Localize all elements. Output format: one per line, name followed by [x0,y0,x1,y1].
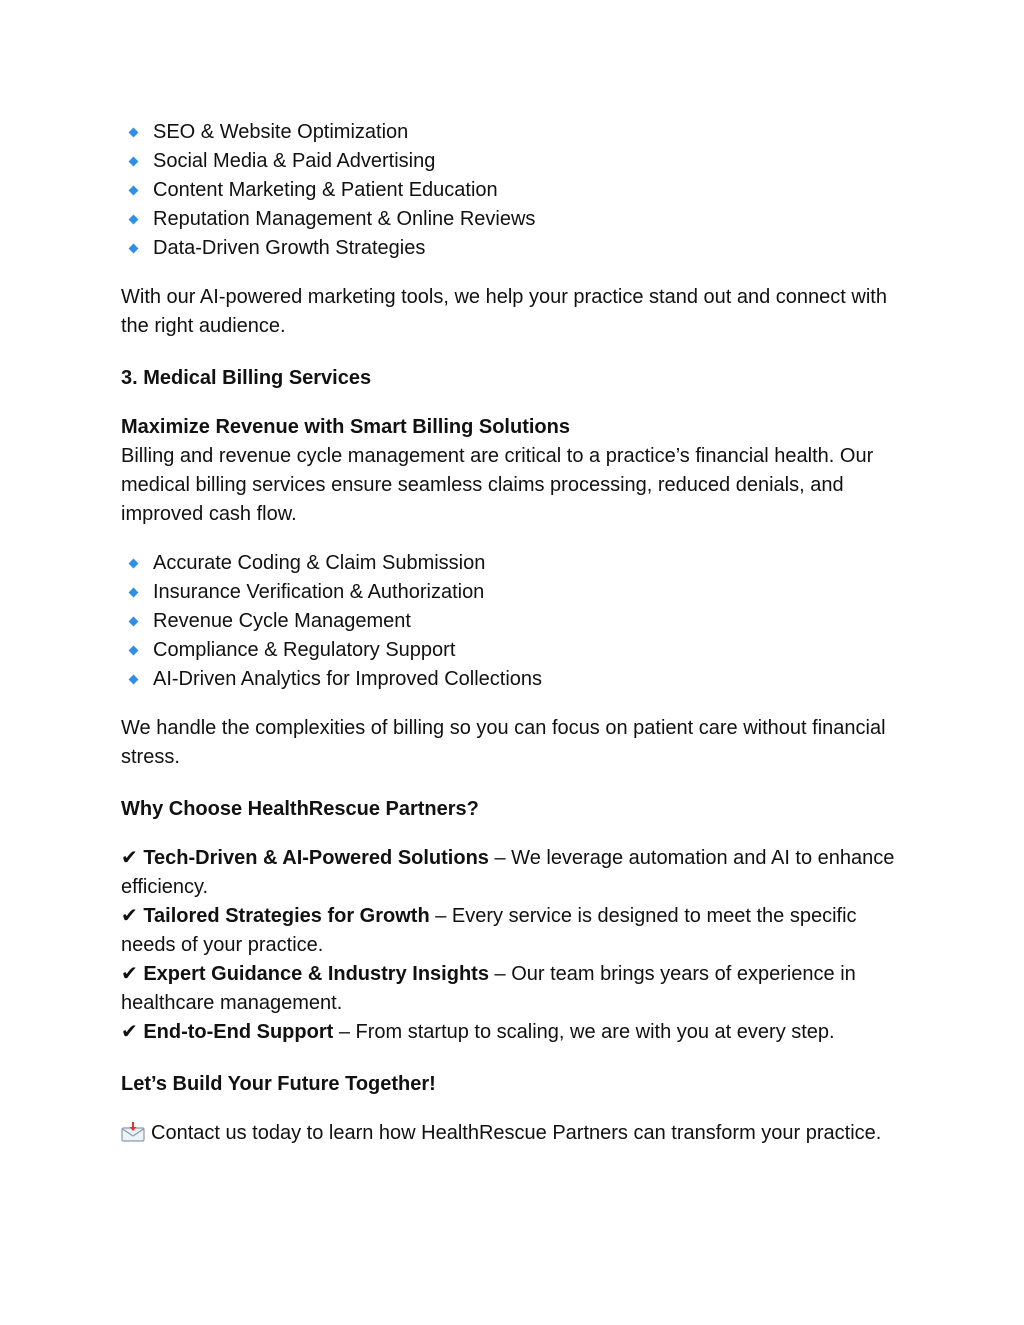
list-item: Data-Driven Growth Strategies [121,234,911,263]
check-mark-icon: ✔ [121,905,138,927]
billing-subheading: Maximize Revenue with Smart Billing Solutions [121,416,570,438]
why-item: ✔ End-to-End Support – From startup to scaling, we are with you at every step. [121,1021,835,1043]
blue-diamond-bullet-icon [129,244,139,254]
blue-diamond-bullet-icon [129,559,139,569]
why-item: ✔ Tech-Driven & AI-Powered Solutions – We leverage automation and AI to enhance efficiency. [121,847,895,898]
billing-intro: Billing and revenue cycle management are critical to a practice’s financial health. Our medical billing services ensure seamless claims processing, reduced denials, and improved cash flow. [121,445,874,525]
contact-line: Contact us today to learn how HealthRescue Partners can transform your practice. [121,1119,911,1148]
list-item: Insurance Verification & Authorization [121,578,911,607]
blue-diamond-bullet-icon [129,646,139,656]
list-item: AI-Driven Analytics for Improved Collections [121,665,911,694]
list-item: Compliance & Regulatory Support [121,636,911,665]
check-mark-icon: ✔ [121,1021,138,1043]
blue-diamond-bullet-icon [129,128,139,138]
list-item: Accurate Coding & Claim Submission [121,549,911,578]
why-choose-heading: Why Choose HealthRescue Partners? [121,798,479,820]
blue-diamond-bullet-icon [129,617,139,627]
blue-diamond-bullet-icon [129,186,139,196]
check-mark-icon: ✔ [121,963,138,985]
why-choose-list [121,844,911,1047]
blue-diamond-bullet-icon [129,588,139,598]
blue-diamond-bullet-icon [129,675,139,685]
check-mark-icon: ✔ [121,847,138,869]
list-item: Reputation Management & Online Reviews [121,205,911,234]
billing-services-list [121,549,911,694]
marketing-services-list [121,118,911,263]
billing-summary: We handle the complexities of billing so you can focus on patient care without financial stress. [121,717,886,768]
list-item: Content Marketing & Patient Education [121,176,911,205]
document-page [121,118,911,1148]
list-item: Social Media & Paid Advertising [121,147,911,176]
why-item: ✔ Expert Guidance & Industry Insights – Our team brings years of experience in healthcare management. [121,963,856,1014]
list-item: Revenue Cycle Management [121,607,911,636]
blue-diamond-bullet-icon [129,215,139,225]
closing-heading: Let’s Build Your Future Together! [121,1073,436,1095]
marketing-summary: With our AI-powered marketing tools, we help your practice stand out and connect with the right audience. [121,286,887,337]
incoming-envelope-icon [121,1122,145,1142]
billing-section-heading: 3. Medical Billing Services [121,367,372,389]
why-item: ✔ Tailored Strategies for Growth – Every service is designed to meet the specific needs of your practice. [121,905,857,956]
blue-diamond-bullet-icon [129,157,139,167]
list-item: SEO & Website Optimization [121,118,911,147]
